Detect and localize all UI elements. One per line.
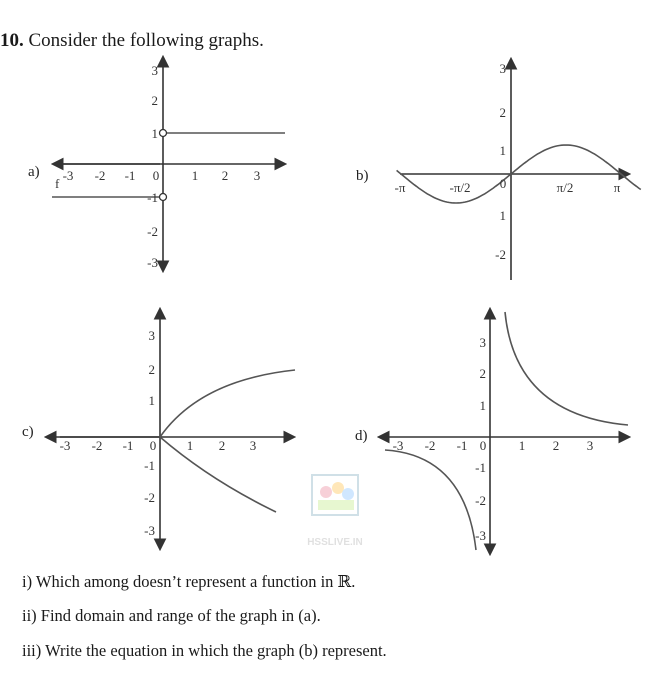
tick-label: 2: [499, 105, 506, 120]
tick-label: 0: [479, 438, 487, 453]
tick-label: 1: [518, 438, 526, 453]
tick-label: -1: [124, 168, 136, 183]
tick-label: 3: [499, 61, 506, 76]
tick-label: 2: [552, 438, 560, 453]
tick-label: -1: [144, 458, 155, 473]
tick-label: -3: [475, 528, 486, 543]
tick-label: -2: [94, 168, 106, 183]
tick-label: -1: [122, 438, 134, 453]
sub-question-1: i) Which among doesn’t represent a function in ℝ.: [22, 572, 356, 591]
tick-label: -3: [147, 255, 158, 270]
tick-label: -2: [91, 438, 103, 453]
tick-label: -2: [144, 490, 155, 505]
tick-label: -3: [62, 168, 74, 183]
tick-label: 0: [149, 438, 157, 453]
tick-label: -π/2: [449, 180, 471, 195]
tick-label: -2: [424, 438, 436, 453]
open-circle: [160, 130, 167, 137]
tick-label: -1: [475, 460, 486, 475]
graph-b: [356, 60, 641, 280]
tick-label: -2: [475, 493, 486, 508]
tick-label: -3: [144, 523, 155, 538]
tick-label: 3: [479, 335, 486, 350]
tick-label: 1: [499, 208, 506, 223]
tick-label: 1: [148, 393, 155, 408]
graph-a: [28, 58, 285, 270]
tick-label: 3: [249, 438, 257, 453]
graph-c: [22, 310, 295, 548]
sub-question-2: ii) Find domain and range of the graph in (a).: [22, 606, 321, 625]
tick-label: -1: [147, 190, 158, 205]
graph-d: [355, 310, 628, 553]
tick-label: 2: [151, 93, 158, 108]
stray-mark: f: [55, 176, 60, 191]
tick-label: 3: [148, 328, 155, 343]
tick-label: 2: [218, 438, 226, 453]
tick-label: 3: [586, 438, 594, 453]
graph-label: a): [28, 164, 40, 180]
open-circle: [160, 194, 167, 201]
question-text: Consider the following graphs.: [28, 30, 264, 51]
tick-label: 1: [499, 143, 506, 158]
tick-label: 1: [186, 438, 194, 453]
hyperbola-upper-branch: [505, 312, 628, 425]
question-number: 10.: [0, 30, 24, 51]
tick-label: 0: [152, 168, 160, 183]
graph-label: b): [356, 168, 369, 184]
tick-label: 1: [151, 126, 158, 141]
tick-label: -2: [495, 247, 506, 262]
tick-label: -1: [456, 438, 468, 453]
tick-label: π: [613, 180, 621, 195]
tick-label: 3: [253, 168, 261, 183]
watermark-text: HSSLIVE.IN: [307, 537, 363, 548]
graph-label: d): [355, 428, 368, 444]
tick-label: -2: [147, 224, 158, 239]
sub-question-3: iii) Write the equation in which the graph (b) represent.: [22, 641, 387, 660]
tick-label: 1: [191, 168, 199, 183]
watermark-logo: [307, 475, 363, 548]
hyperbola-lower-branch: [385, 450, 476, 550]
tick-label: -3: [59, 438, 71, 453]
sideways-parabola: [160, 370, 295, 512]
tick-label: -π: [394, 180, 406, 195]
tick-label: 3: [151, 63, 158, 78]
tick-label: 2: [148, 362, 155, 377]
tick-label: 0: [499, 176, 507, 191]
tick-label: -3: [392, 438, 404, 453]
tick-label: π/2: [556, 180, 574, 195]
tick-label: 2: [479, 366, 486, 381]
tick-label: 1: [479, 398, 486, 413]
tick-label: 2: [221, 168, 229, 183]
graph-label: c): [22, 424, 34, 440]
